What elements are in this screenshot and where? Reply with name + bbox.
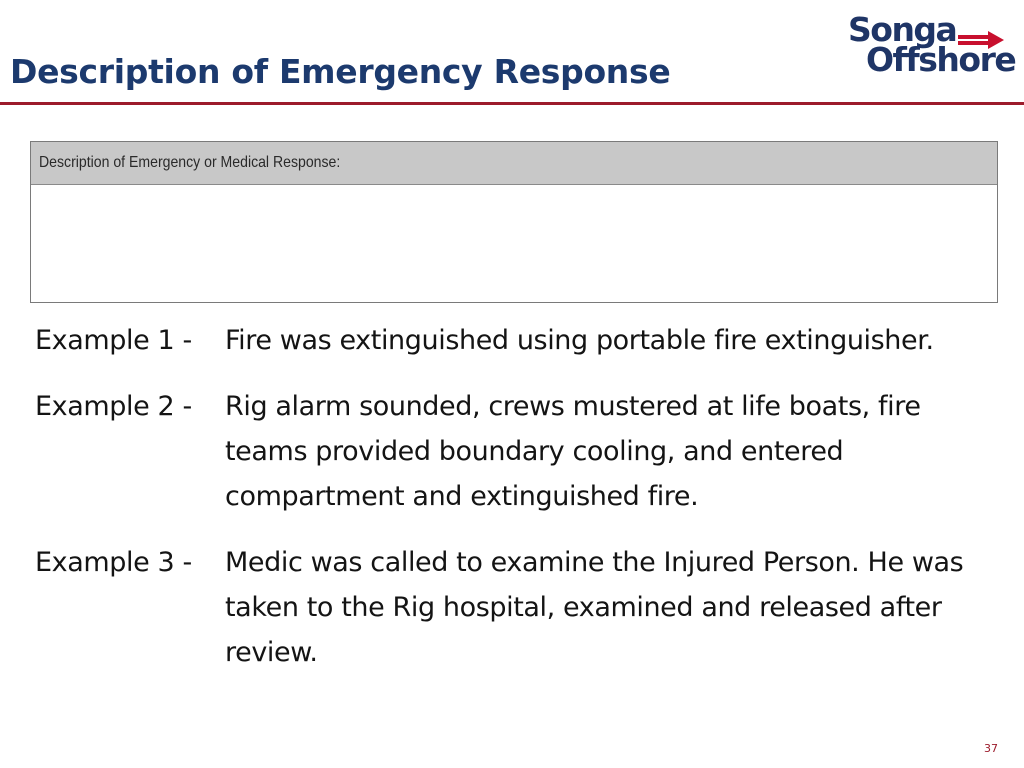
- company-logo: [846, 12, 1016, 78]
- example-item-1: [35, 318, 995, 363]
- form-header-label: Description of Emergency or Medical Response:: [39, 154, 341, 171]
- example-text: Rig alarm sounded, crews mustered at life boats, fire teams provided boundary cooling, and entered compartment and extinguished fire.: [225, 391, 921, 512]
- example-label: Example 2 -: [35, 391, 192, 422]
- page-title: Description of Emergency Response: [10, 52, 671, 91]
- logo-text-line2: Offshore: [866, 40, 1016, 79]
- example-item-2: [35, 384, 995, 519]
- example-text: Medic was called to examine the Injured Person. He was taken to the Rig hospital, examined and released after review.: [225, 547, 964, 668]
- example-label: Example 1 -: [35, 325, 192, 356]
- form-header: [31, 142, 997, 185]
- title-divider: [0, 102, 1024, 105]
- example-text: Fire was extinguished using portable fire extinguisher.: [225, 325, 934, 356]
- example-item-3: [35, 540, 995, 675]
- response-form-field: [30, 141, 998, 303]
- example-label: Example 3 -: [35, 547, 192, 578]
- examples-list: [35, 318, 995, 696]
- logo-text-line1: Songa: [848, 10, 957, 49]
- response-text-area[interactable]: [31, 185, 997, 301]
- page-number: 37: [984, 742, 998, 755]
